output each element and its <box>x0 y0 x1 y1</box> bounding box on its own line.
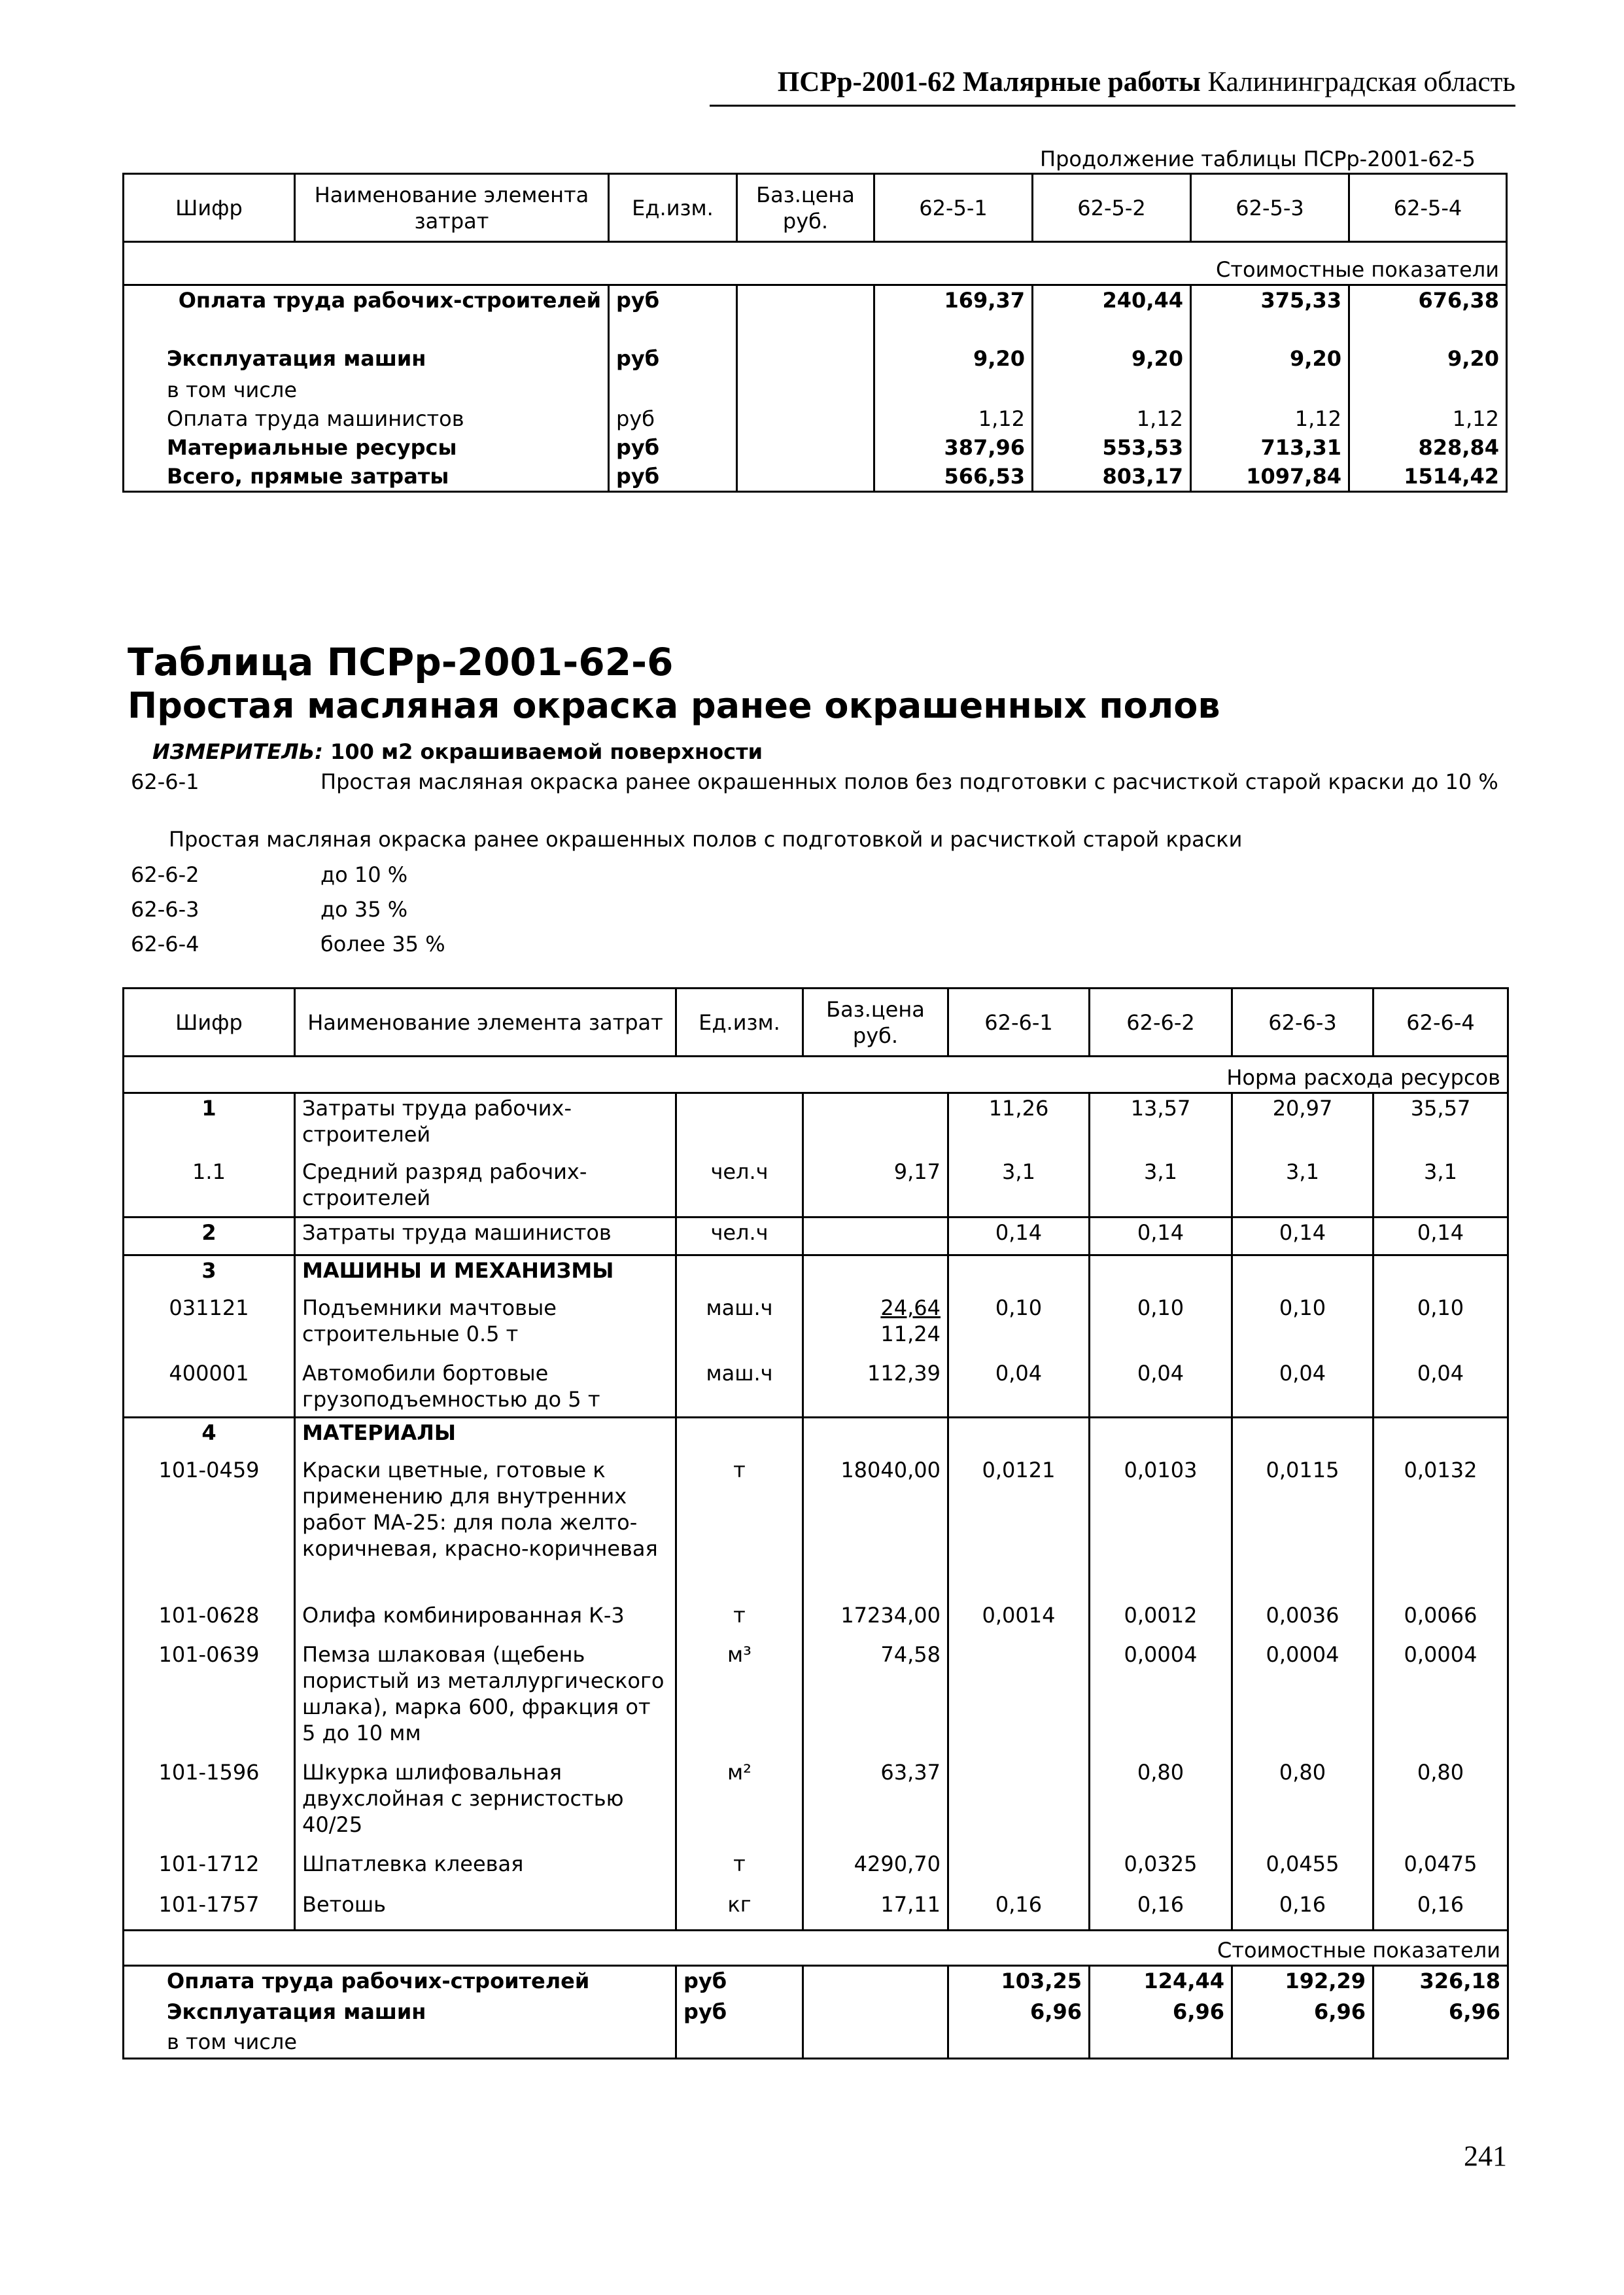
row-value-2: 0,0103 <box>1090 1456 1232 1601</box>
row-name: Оплата труда машинистов <box>124 404 609 433</box>
row-value-3: 713,31 <box>1191 433 1349 462</box>
row-name: Шпатлевка клеевая <box>295 1849 676 1890</box>
row-value-2: 0,16 <box>1090 1890 1232 1931</box>
col-header-62-6-2: 62-6-2 <box>1090 989 1232 1057</box>
row-value-1: 11,26 <box>948 1093 1090 1157</box>
table2-header-row <box>124 989 1508 1057</box>
table-row <box>124 1456 1508 1601</box>
row-value-2: 0,80 <box>1090 1758 1232 1849</box>
row-price <box>737 404 874 433</box>
row-value-2: 1,12 <box>1033 404 1191 433</box>
section-label: Стоимостные показатели <box>124 242 1507 285</box>
row-value-1 <box>948 1849 1090 1890</box>
row-code: 400001 <box>124 1359 295 1418</box>
table-row <box>124 1293 1508 1359</box>
code-62-6-3-text: до 35 % <box>320 897 408 922</box>
row-name: Эксплуатация машин <box>124 1997 676 2027</box>
row-price <box>803 1997 948 2027</box>
row-value-4: 326,18 <box>1373 1966 1508 1997</box>
row-value-4: 35,57 <box>1373 1093 1508 1157</box>
row-name: Олифа комбинированная К-3 <box>295 1601 676 1640</box>
row-value-4: 0,0004 <box>1373 1640 1508 1758</box>
row-price: 112,39 <box>803 1359 948 1418</box>
row-value-1: 566,53 <box>874 462 1033 492</box>
row-value-3: 20,97 <box>1232 1093 1373 1157</box>
row-unit: м² <box>676 1758 803 1849</box>
row-value-4: 828,84 <box>1349 433 1507 462</box>
row-unit: руб <box>676 1966 803 1997</box>
row-value-2: 803,17 <box>1033 462 1191 492</box>
header-region: Калининградская область <box>1207 67 1515 97</box>
row-unit: руб <box>609 462 737 492</box>
col-header-code: Шифр <box>124 989 295 1057</box>
row-value-3: 6,96 <box>1232 1997 1373 2027</box>
row-name: Эксплуатация машин <box>124 344 609 376</box>
row-price <box>737 344 874 376</box>
row-value-4: 3,1 <box>1373 1157 1508 1218</box>
table-row <box>124 1849 1508 1890</box>
codes-intro: Простая масляная окраска ранее окрашенных полов с подготовкой и расчисткой старой краски <box>169 827 1243 852</box>
row-code: 4 <box>124 1418 295 1456</box>
row-value-1: 0,04 <box>948 1359 1090 1418</box>
table-row <box>124 1640 1508 1758</box>
row-code: 101-1712 <box>124 1849 295 1890</box>
row-unit: т <box>676 1601 803 1640</box>
row-code: 3 <box>124 1255 295 1293</box>
row-name: в том числе <box>124 376 609 404</box>
row-value-1: 0,10 <box>948 1293 1090 1359</box>
row-value-2: 0,04 <box>1090 1359 1232 1418</box>
row-price-secondary: 11,24 <box>880 1321 941 1346</box>
row-value-4: 0,0132 <box>1373 1456 1508 1601</box>
col-header-62-6-1: 62-6-1 <box>948 989 1090 1057</box>
col-header-62-6-3: 62-6-3 <box>1232 989 1373 1057</box>
row-unit: руб <box>609 285 737 344</box>
row-name: Средний разряд рабочих-строителей <box>295 1157 676 1218</box>
row-price: 9,17 <box>803 1157 948 1218</box>
col-header-62-5-2: 62-5-2 <box>1033 174 1191 242</box>
table-row <box>124 433 1507 462</box>
row-value-1: 3,1 <box>948 1157 1090 1218</box>
row-value-4: 6,96 <box>1373 1997 1508 2027</box>
row-price: 18040,00 <box>803 1456 948 1601</box>
row-price: 17,11 <box>803 1890 948 1931</box>
row-price <box>737 285 874 344</box>
row-code: 2 <box>124 1218 295 1255</box>
row-code: 101-0459 <box>124 1456 295 1601</box>
row-value-2: 0,0325 <box>1090 1849 1232 1890</box>
row-price <box>803 1218 948 1255</box>
col-header-unit: Ед.изм. <box>676 989 803 1057</box>
row-name: Оплата труда рабочих-строителей <box>124 285 609 344</box>
row-value-3: 0,0004 <box>1232 1640 1373 1758</box>
col-header-price: Баз.цена руб. <box>803 989 948 1057</box>
row-name: МАТЕРИАЛЫ <box>295 1418 676 1456</box>
row-value-4: 0,0475 <box>1373 1849 1508 1890</box>
row-value-4: 1,12 <box>1349 404 1507 433</box>
row-value-1: 1,12 <box>874 404 1033 433</box>
row-value-4: 0,14 <box>1373 1218 1508 1255</box>
col-header-62-6-4: 62-6-4 <box>1373 989 1508 1057</box>
row-value-3: 375,33 <box>1191 285 1349 344</box>
section-label-cost: Стоимостные показатели <box>124 1931 1508 1966</box>
section-row <box>124 1057 1508 1093</box>
row-value-3: 0,10 <box>1232 1293 1373 1359</box>
row-value-4: 0,04 <box>1373 1359 1508 1418</box>
row-unit: кг <box>676 1890 803 1931</box>
row-code: 101-1757 <box>124 1890 295 1931</box>
page-number: 241 <box>1464 2140 1507 2172</box>
row-value-4: 0,16 <box>1373 1890 1508 1931</box>
table-row <box>124 1601 1508 1640</box>
row-value-1 <box>948 1758 1090 1849</box>
table-row <box>124 344 1507 376</box>
section-row <box>124 242 1507 285</box>
col-header-price: Баз.цена руб. <box>737 174 874 242</box>
table-row <box>124 376 1507 404</box>
row-value-2: 553,53 <box>1033 433 1191 462</box>
row-value-2: 6,96 <box>1090 1997 1232 2027</box>
code-62-6-1-text: Простая масляная окраска ранее окрашенных полов без подготовки с расчисткой старой краски до 10 % <box>320 769 1498 794</box>
row-value-1: 6,96 <box>948 1997 1090 2027</box>
col-header-62-5-4: 62-5-4 <box>1349 174 1507 242</box>
row-code: 101-0639 <box>124 1640 295 1758</box>
section-label-norm: Норма расхода ресурсов <box>124 1057 1508 1093</box>
row-code: 101-0628 <box>124 1601 295 1640</box>
row-name: Всего, прямые затраты <box>124 462 609 492</box>
row-value-4: 0,80 <box>1373 1758 1508 1849</box>
meter-value: 100 м2 окрашиваемой поверхности <box>330 739 763 764</box>
table-row <box>124 1997 1508 2027</box>
table-row <box>124 2027 1508 2059</box>
row-value-1: 0,0014 <box>948 1601 1090 1640</box>
row-value-2: 0,0012 <box>1090 1601 1232 1640</box>
row-unit: руб <box>676 1997 803 2027</box>
row-name: в том числе <box>124 2027 676 2059</box>
page-header <box>710 64 1515 107</box>
table-continuation <box>122 173 1508 493</box>
row-code: 1.1 <box>124 1157 295 1218</box>
table-subtitle: Простая масляная окраска ранее окрашенных полов <box>128 685 1220 726</box>
row-name: Материальные ресурсы <box>124 433 609 462</box>
row-name: Пемза шлаковая (щебень пористый из металлургического шлака), марка 600, фракция от 5 до 10 мм <box>295 1640 676 1758</box>
col-header-name: Наименование элемента затрат <box>295 174 609 242</box>
row-value-1: 0,16 <box>948 1890 1090 1931</box>
row-price: 17234,00 <box>803 1601 948 1640</box>
row-name: Затраты труда машинистов <box>295 1218 676 1255</box>
row-unit: маш.ч <box>676 1293 803 1359</box>
row-price: 74,58 <box>803 1640 948 1758</box>
row-price: 4290,70 <box>803 1849 948 1890</box>
table-row <box>124 1966 1508 1997</box>
row-price <box>803 1093 948 1157</box>
row-value-3: 1,12 <box>1191 404 1349 433</box>
row-value-3: 0,0455 <box>1232 1849 1373 1890</box>
row-name: Автомобили бортовые грузоподъемностью до 5 т <box>295 1359 676 1418</box>
table-row <box>124 462 1507 492</box>
row-price <box>803 1966 948 1997</box>
col-header-62-5-1: 62-5-1 <box>874 174 1033 242</box>
table-row <box>124 1418 1508 1456</box>
row-value-1: 103,25 <box>948 1966 1090 1997</box>
row-value-2: 9,20 <box>1033 344 1191 376</box>
table-row <box>124 1218 1508 1255</box>
row-value-2: 0,14 <box>1090 1218 1232 1255</box>
section-row <box>124 1931 1508 1966</box>
row-name: Шкурка шлифовальная двухслойная с зернистостью 40/25 <box>295 1758 676 1849</box>
row-unit: чел.ч <box>676 1157 803 1218</box>
row-code: 1 <box>124 1093 295 1157</box>
row-name: Затраты труда рабочих-строителей <box>295 1093 676 1157</box>
table-row <box>124 1093 1508 1157</box>
row-name: Подъемники мачтовые строительные 0.5 т <box>295 1293 676 1359</box>
row-unit: м³ <box>676 1640 803 1758</box>
code-62-6-4: 62-6-4 <box>131 932 199 956</box>
row-value-2: 13,57 <box>1090 1093 1232 1157</box>
header-section: Малярные работы <box>962 67 1201 97</box>
row-value-2: 3,1 <box>1090 1157 1232 1218</box>
row-name: Оплата труда рабочих-строителей <box>124 1966 676 1997</box>
row-value-1: 9,20 <box>874 344 1033 376</box>
row-value-1 <box>948 1640 1090 1758</box>
row-value-2: 240,44 <box>1033 285 1191 344</box>
header-code: ПСРр-2001-62 <box>777 67 956 97</box>
table-row <box>124 285 1507 344</box>
row-value-3: 0,80 <box>1232 1758 1373 1849</box>
table-row <box>124 1890 1508 1931</box>
row-price: 63,37 <box>803 1758 948 1849</box>
row-value-4: 676,38 <box>1349 285 1507 344</box>
row-name: Краски цветные, готовые к применению для внутренних работ МА-25: для пола желто-коричневая, красно-коричневая <box>295 1456 676 1601</box>
row-unit: т <box>676 1849 803 1890</box>
row-value-1: 169,37 <box>874 285 1033 344</box>
row-unit: т <box>676 1456 803 1601</box>
row-value-1: 0,0121 <box>948 1456 1090 1601</box>
row-unit: чел.ч <box>676 1218 803 1255</box>
table-title: Таблица ПСРр-2001-62-6 <box>128 640 674 684</box>
row-unit: руб <box>609 433 737 462</box>
code-62-6-1: 62-6-1 <box>131 769 199 794</box>
row-value-3: 0,14 <box>1232 1218 1373 1255</box>
row-value-2: 0,10 <box>1090 1293 1232 1359</box>
row-code: 031121 <box>124 1293 295 1359</box>
meter-label: ИЗМЕРИТЕЛЬ: <box>152 739 323 764</box>
row-value-4: 0,10 <box>1373 1293 1508 1359</box>
row-name: МАШИНЫ И МЕХАНИЗМЫ <box>295 1255 676 1293</box>
row-value-1: 0,14 <box>948 1218 1090 1255</box>
row-value-3: 192,29 <box>1232 1966 1373 1997</box>
row-value-2: 0,0004 <box>1090 1640 1232 1758</box>
table1-caption: Продолжение таблицы ПСРр-2001-62-5 <box>1040 147 1476 171</box>
meter-line <box>152 739 763 764</box>
table-row <box>124 1758 1508 1849</box>
row-value-2: 124,44 <box>1090 1966 1232 1997</box>
row-unit: руб <box>609 404 737 433</box>
table-row <box>124 1157 1508 1218</box>
row-value-1: 387,96 <box>874 433 1033 462</box>
row-unit: руб <box>609 344 737 376</box>
row-price <box>737 433 874 462</box>
col-header-name: Наименование элемента затрат <box>295 989 676 1057</box>
col-header-code: Шифр <box>124 174 295 242</box>
row-value-3: 0,04 <box>1232 1359 1373 1418</box>
row-name: Ветошь <box>295 1890 676 1931</box>
row-value-3: 0,0115 <box>1232 1456 1373 1601</box>
table-row <box>124 1359 1508 1418</box>
row-value-4: 1514,42 <box>1349 462 1507 492</box>
code-62-6-2: 62-6-2 <box>131 862 199 887</box>
row-price-main: 24,64 <box>880 1295 941 1320</box>
code-62-6-4-text: более 35 % <box>320 932 445 956</box>
row-value-4: 9,20 <box>1349 344 1507 376</box>
row-price <box>803 1293 948 1359</box>
table1-header-row <box>124 174 1507 242</box>
row-value-4: 0,0066 <box>1373 1601 1508 1640</box>
row-value-3: 1097,84 <box>1191 462 1349 492</box>
col-header-unit: Ед.изм. <box>609 174 737 242</box>
table-row <box>124 1255 1508 1293</box>
row-code: 101-1596 <box>124 1758 295 1849</box>
table-row <box>124 404 1507 433</box>
row-value-3: 0,0036 <box>1232 1601 1373 1640</box>
row-value-3: 9,20 <box>1191 344 1349 376</box>
code-62-6-2-text: до 10 % <box>320 862 408 887</box>
row-value-3: 0,16 <box>1232 1890 1373 1931</box>
row-price <box>737 462 874 492</box>
row-unit <box>676 1093 803 1157</box>
col-header-62-5-3: 62-5-3 <box>1191 174 1349 242</box>
row-value-3: 3,1 <box>1232 1157 1373 1218</box>
resource-table <box>122 987 1509 2059</box>
code-62-6-3: 62-6-3 <box>131 897 199 922</box>
row-unit: маш.ч <box>676 1359 803 1418</box>
